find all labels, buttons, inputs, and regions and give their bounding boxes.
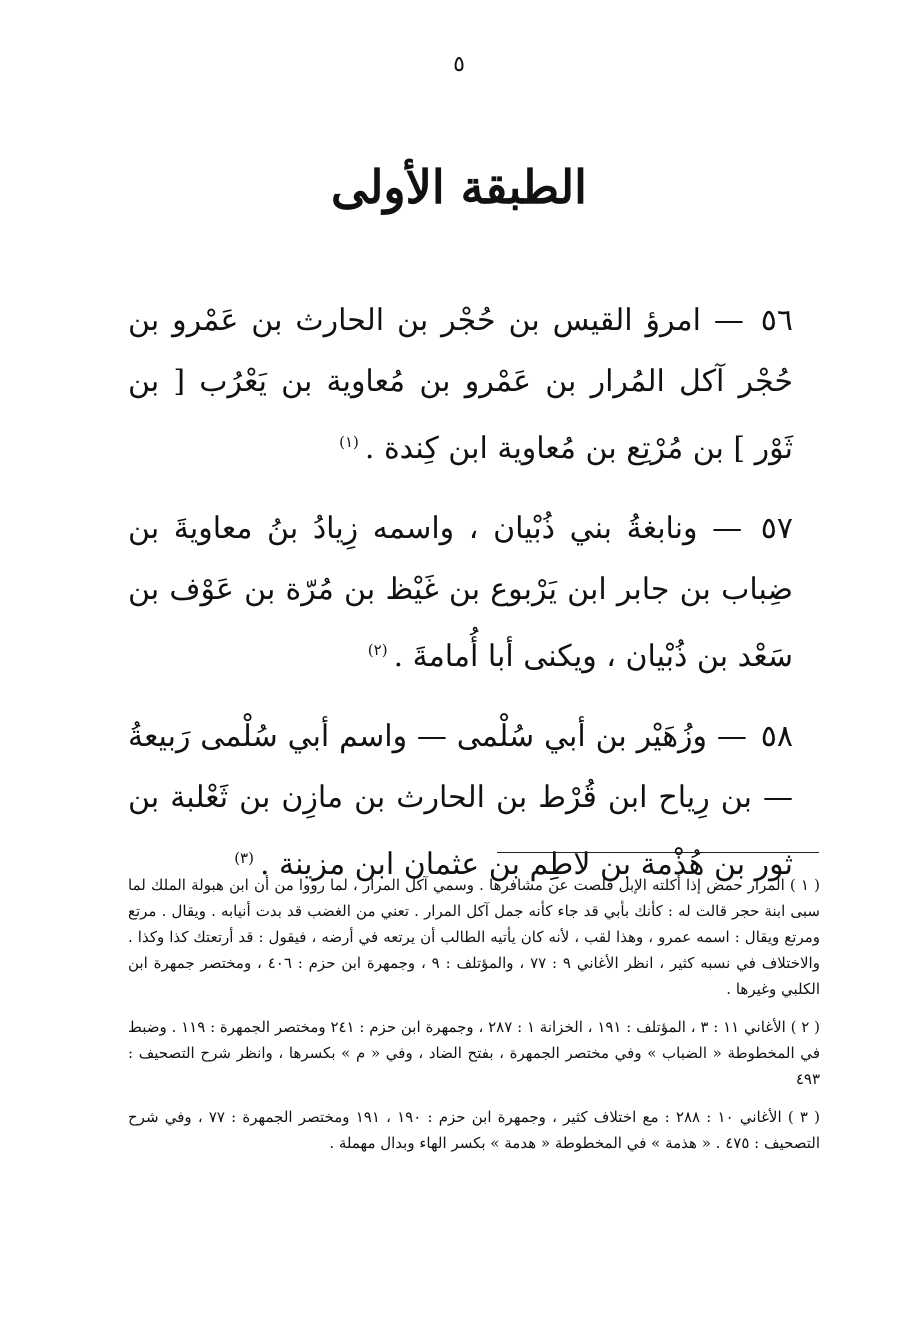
- entry-number: ٥٧: [760, 511, 793, 546]
- footnote-ref: (٣): [234, 849, 254, 867]
- page-number: ٥: [453, 52, 465, 77]
- biography-entries: [128, 290, 793, 914]
- entry-57: ٥٧ — ونابغةُ بني ذُبْيان ، واسمه زِيادُ بنُ معاويةَ بن ضِباب بن جابر ابن يَرْبوع بن غَيْظ بن مُرّة بن عَوْف بن سَعْد بن ذُبْيان ، ويكنى أبا أُمامةَ .$^{(٢)}$: [128, 511, 793, 674]
- entry-56: ٥٦ — امرؤ القيس بن حُجْر بن الحارث بن عَمْرو بن حُجْر آكل المُرار بن عَمْرو بن مُعاوية بن يَعْرُب [ بن ثَوْر ] بن مُرْتِع بن مُعاوية ابن كِندة .$^{(١)}$: [128, 303, 794, 466]
- footnote-ref: (٢): [367, 641, 388, 659]
- footnote-ref: (١): [339, 433, 359, 451]
- footnote-1: ( ١ ) المرار حمض إذا أكلته الإبل قلصت عن مشافرها . وسمي آكل المرار ، لما رووا من أن ابن هبولة الملك لما سبى ابنة حجر قالت له : كأنك بأبي قد جاء كأنه جمل آكل المرار . تعني من الغضب قد بدت أنيابه . ويقال . مرتع ومرتع ويقال : اسمه عمرو ، وهذا لقب ، لأنه كان يأتيه الطالب أن يرتعه في أرضه ، فيقول : قد أرتعتك كذا وكذا . والاختلاف في نسبه كثير ، انظر الأغاني ٩ : ٧٧ ، والمؤتلف : ٩ ، وجمهرة ابن حزم : ٤٠٦ ، ومختصر جمهرة ابن الكلبي وغيرها .: [128, 876, 820, 998]
- footnote-3: ( ٣ ) الأغاني ١٠ : ٢٨٨ : مع اختلاف كثير ، وجمهرة ابن حزم : ١٩٠ ، ١٩١ ومختصر الجمهرة : ٧٧ ، وفي شرح التصحيف : ٤٧٥ . « هذمة » في المخطوطة « هدمة » بكسر الهاء وبدال مهملة .: [128, 1108, 820, 1152]
- chapter-title: الطبقة الأولى: [331, 160, 587, 214]
- footnote-divider: [497, 852, 819, 853]
- entry-number: ٥٦: [760, 303, 794, 338]
- entry-text: وزُهَيْر بن أبي سُلْمى — واسم أبي سُلْمى رَبيعةُ — بن رِياح ابن قُرْط بن الحارث بن مازِن بن ثَعْلبة بن ثور بن هُذْمة بن لاطِم بن عثمان ابن مزينة .: [128, 719, 793, 882]
- entry-number: ٥٨: [760, 719, 793, 754]
- entry-text: امرؤ القيس بن حُجْر بن الحارث بن عَمْرو بن حُجْر آكل المُرار بن عَمْرو بن مُعاوية بن يَعْرُب [ بن ثَوْر ] بن مُرْتِع بن مُعاوية ابن كِندة .: [128, 303, 793, 466]
- footnote-2: ( ٢ ) الأغاني ١١ : ٣ ، المؤتلف : ١٩١ ، الخزانة ١ : ٢٨٧ ، وجمهرة ابن حزم : ٢٤١ ومختصر الجمهرة : ١١٩ . وضبط في المخطوطة « الضباب » وفي مختصر الجمهرة ، بفتح الضاد ، وفي « م » بكسرها ، وانظر شرح التصحيف : ٤٩٣: [128, 1018, 821, 1088]
- entry-58: ٥٨ — وزُهَيْر بن أبي سُلْمى — واسم أبي سُلْمى رَبيعةُ — بن رِياح ابن قُرْط بن الحارث بن مازِن بن ثَعْلبة بن ثور بن هُذْمة بن لاطِم بن عثمان ابن مزينة .$^{(٣)}$: [128, 719, 793, 882]
- footnotes: [128, 872, 820, 1168]
- entry-text: ونابغةُ بني ذُبْيان ، واسمه زِيادُ بنُ معاويةَ بن ضِباب بن جابر ابن يَرْبوع بن غَيْظ بن مُرّة بن عَوْف بن سَعْد بن ذُبْيان ، ويكنى أبا أُمامةَ .: [128, 511, 793, 674]
